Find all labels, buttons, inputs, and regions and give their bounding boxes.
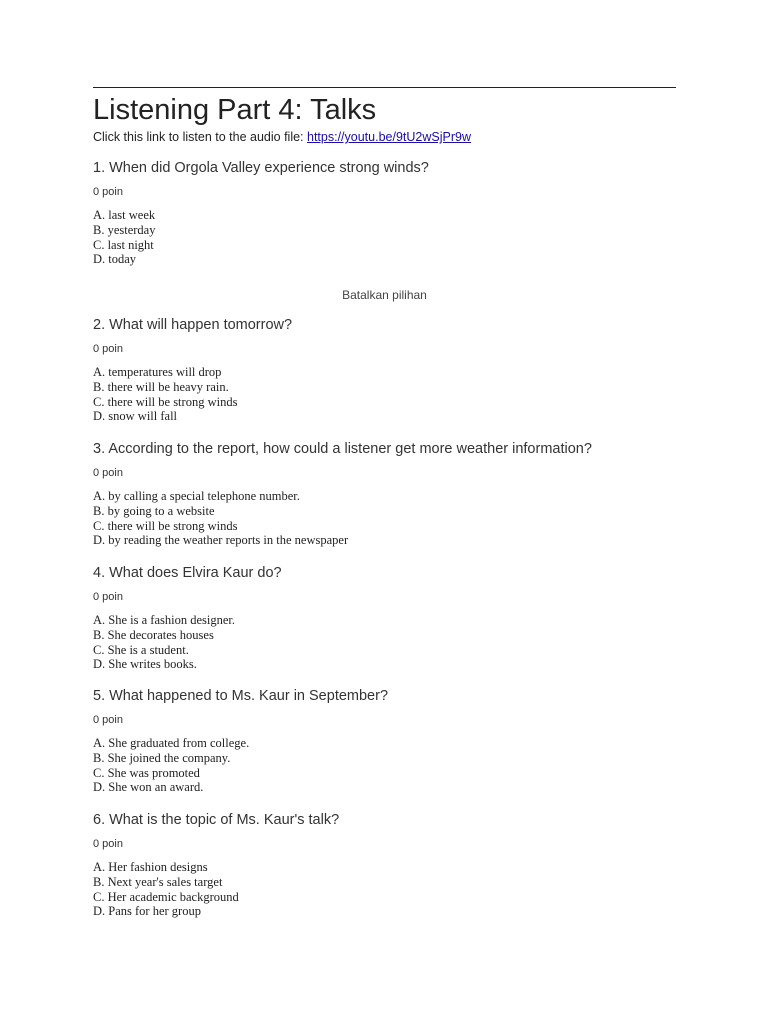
option-c[interactable]: C. last night <box>93 237 154 252</box>
option-a[interactable]: A. by calling a special telephone number. <box>93 489 300 503</box>
option-d[interactable]: D. She writes books. <box>93 657 197 672</box>
option-a[interactable]: A. She is a fashion designer. <box>93 613 235 627</box>
question-points: 0 poin <box>93 714 123 726</box>
option-list <box>93 208 676 267</box>
option-c[interactable]: C. She is a student. <box>93 642 189 657</box>
question-points: 0 poin <box>93 343 123 355</box>
option-d[interactable]: D. She won an award. <box>93 780 204 795</box>
option-c[interactable]: C. She was promoted <box>93 765 200 780</box>
question-points: 0 poin <box>93 591 123 603</box>
option-c[interactable]: C. there will be strong winds <box>93 394 238 409</box>
question-points: 0 poin <box>93 186 123 198</box>
question-text: 4. What does Elvira Kaur do? <box>93 565 282 581</box>
option-list <box>93 736 676 795</box>
option-a[interactable]: A. temperatures will drop <box>93 365 222 379</box>
option-b[interactable]: B. there will be heavy rain. <box>93 379 229 394</box>
option-a[interactable]: A. Her fashion designs <box>93 860 208 874</box>
option-c[interactable]: C. Her academic background <box>93 889 239 904</box>
option-list <box>93 489 676 548</box>
option-d[interactable]: D. snow will fall <box>93 409 178 424</box>
question-5 <box>93 687 676 795</box>
question-2 <box>93 316 676 424</box>
option-b[interactable]: B. by going to a website <box>93 503 215 518</box>
question-6 <box>93 811 676 919</box>
question-points: 0 poin <box>93 838 123 850</box>
option-a[interactable]: A. She graduated from college. <box>93 736 250 750</box>
question-text: 3. According to the report, how could a listener get more weather information? <box>93 441 592 457</box>
question-4 <box>93 564 676 672</box>
option-b[interactable]: B. She joined the company. <box>93 750 231 765</box>
option-list <box>93 613 676 672</box>
option-d[interactable]: D. by reading the weather reports in the newspaper <box>93 533 349 548</box>
page-title: Listening Part 4: Talks <box>93 94 377 126</box>
option-c[interactable]: C. there will be strong winds <box>93 518 238 533</box>
option-b[interactable]: B. She decorates houses <box>93 627 214 642</box>
question-3 <box>93 440 676 548</box>
audio-link[interactable]: https://youtu.be/9tU2wSjPr9w <box>307 130 471 144</box>
question-text: 2. What will happen tomorrow? <box>93 317 293 333</box>
option-b[interactable]: B. yesterday <box>93 222 156 237</box>
option-a[interactable]: A. last week <box>93 208 156 222</box>
question-text: 5. What happened to Ms. Kaur in September? <box>93 688 389 704</box>
intro-line <box>93 129 471 145</box>
question-text: 1. When did Orgola Valley experience strong winds? <box>93 160 429 176</box>
option-d[interactable]: D. Pans for her group <box>93 904 201 919</box>
option-b[interactable]: B. Next year's sales target <box>93 874 223 889</box>
question-points: 0 poin <box>93 467 123 479</box>
question-text: 6. What is the topic of Ms. Kaur's talk? <box>93 812 340 828</box>
top-divider <box>93 87 676 88</box>
clear-selection-link[interactable]: Batalkan pilihan <box>342 288 427 302</box>
option-d[interactable]: D. today <box>93 252 137 267</box>
intro-text: Click this link to listen to the audio file: <box>93 130 307 144</box>
option-list <box>93 365 676 424</box>
option-list <box>93 860 676 919</box>
question-1 <box>93 159 676 267</box>
